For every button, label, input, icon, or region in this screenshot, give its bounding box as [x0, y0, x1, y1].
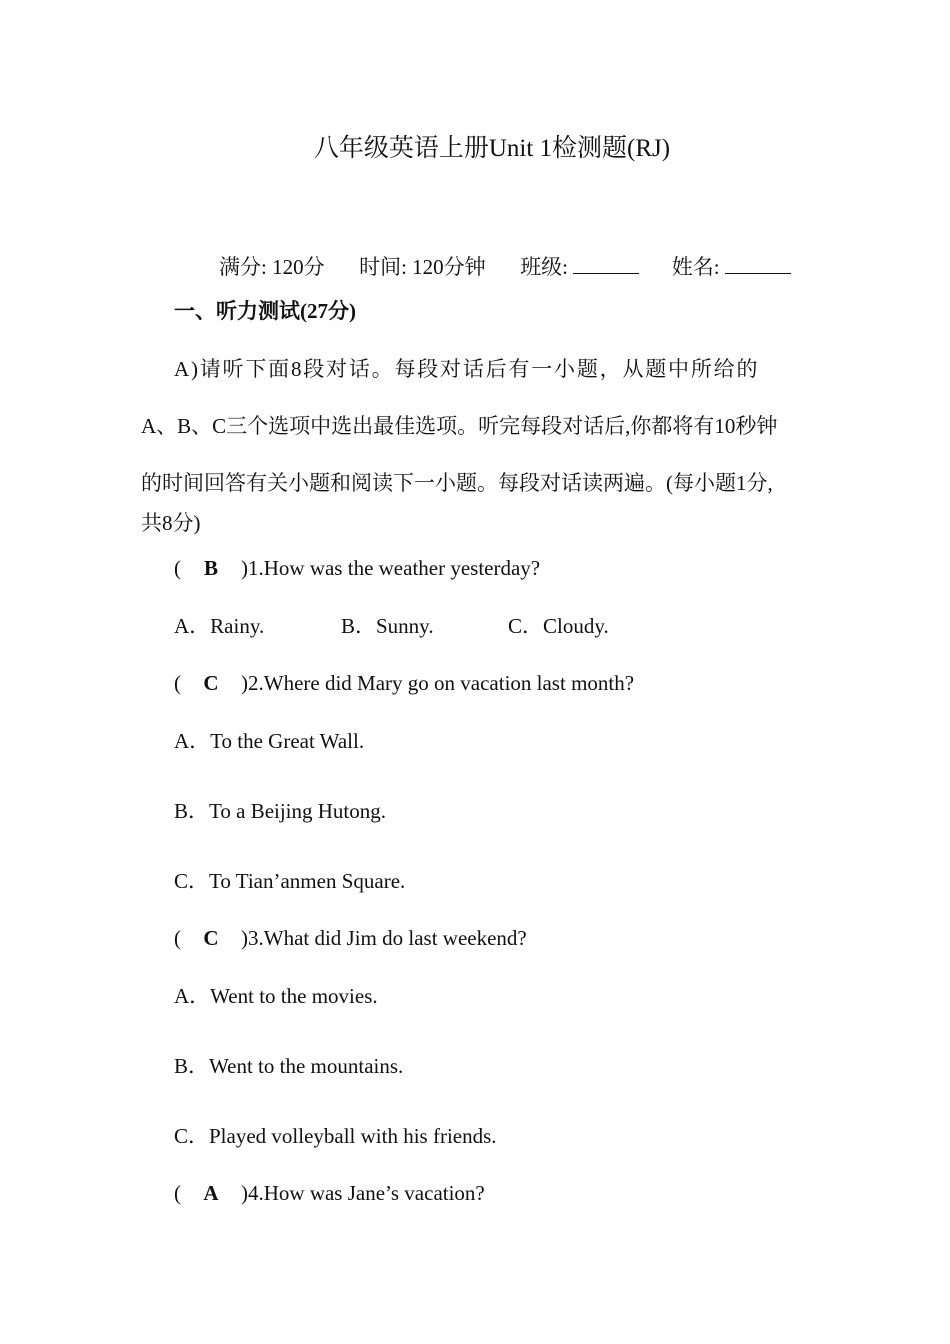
option-a[interactable]: A．Went to the movies. — [174, 984, 378, 1008]
class-label: 班级: — [520, 255, 569, 279]
answer-blank[interactable]: C — [203, 926, 219, 950]
intro-line: A)请听下面8段对话。每段对话后有一小题，从题中所给的 — [174, 357, 760, 381]
option-b[interactable]: B．Went to the mountains. — [174, 1054, 404, 1078]
intro-line: 共8分) — [141, 511, 201, 535]
question-stem: )3.What did Jim do last weekend? — [241, 926, 527, 950]
paren-open: ( — [174, 926, 181, 950]
option-a[interactable]: A．To the Great Wall. — [174, 729, 365, 753]
paren-open: ( — [174, 556, 181, 580]
class-blank[interactable] — [573, 255, 639, 274]
question-1-options — [174, 616, 609, 637]
name-blank[interactable] — [725, 255, 791, 274]
option-b[interactable]: B．Sunny. — [341, 614, 434, 638]
question-4 — [174, 1183, 485, 1204]
exam-meta — [219, 255, 791, 278]
question-stem: )2.Where did Mary go on vacation last month? — [241, 671, 635, 695]
option-c[interactable]: C．To Tian’anmen Square. — [174, 869, 406, 893]
question-3 — [174, 928, 527, 949]
answer-blank[interactable]: B — [203, 556, 218, 580]
intro-line: 的时间回答有关小题和阅读下一小题。每段对话读两遍。(每小题1分, — [141, 471, 773, 495]
answer-blank[interactable]: A — [203, 1181, 219, 1205]
question-stem: )4.How was Jane’s vacation? — [241, 1181, 485, 1205]
full-score: 满分: 120分 — [219, 255, 325, 279]
option-a[interactable]: A．Rainy. — [174, 614, 265, 638]
section-heading-text: 一、听力测试(27分) — [174, 299, 356, 323]
option-c[interactable]: C．Played volleyball with his friends. — [174, 1124, 497, 1148]
paren-open: ( — [174, 1181, 181, 1205]
paren-open: ( — [174, 671, 181, 695]
question-1 — [174, 558, 540, 579]
question-2 — [174, 673, 634, 694]
option-b[interactable]: B．To a Beijing Hutong. — [174, 799, 387, 823]
page-title: 八年级英语上册Unit 1检测题(RJ) — [313, 135, 671, 162]
intro-line: A、B、C三个选项中选出最佳选项。听完每段对话后,你都将有10秒钟 — [141, 414, 778, 438]
option-c[interactable]: C．Cloudy. — [508, 614, 609, 638]
time-limit: 时间: 120分钟 — [359, 255, 486, 279]
question-stem: )1.How was the weather yesterday? — [241, 556, 541, 580]
section-heading — [174, 301, 356, 322]
answer-blank[interactable]: C — [203, 671, 219, 695]
name-label: 姓名: — [671, 255, 720, 279]
